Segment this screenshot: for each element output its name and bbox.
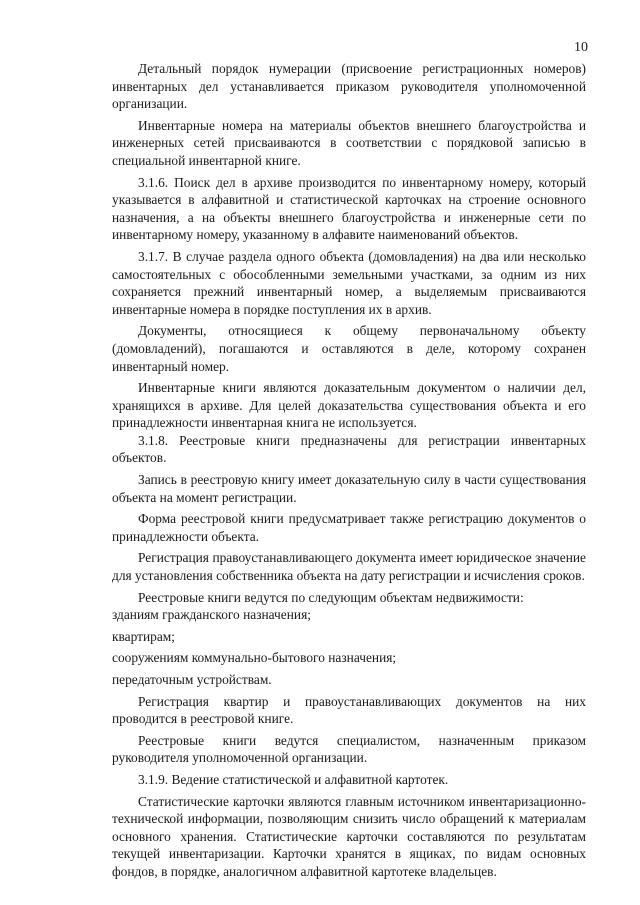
paragraph: Документы, относящиеся к общему первоначальному объекту (домовладений), погашаются и оставляются в деле, которому сохранен инвентарный номер.: [112, 323, 586, 374]
paragraph: Инвентарные книги являются доказательным документом о наличии дел, хранящихся в архиве. Для целей доказательства существования объекта и его принадлежности инвентарная книга не используется.: [112, 380, 586, 431]
page-number: 10: [574, 40, 588, 55]
paragraph: 3.1.6. Поиск дел в архиве производится по инвентарному номеру, который указывается в алфавитной и статистической карточках на строение основного назначения, а на объекты внешнего благоустройства и инженерные сети по инвентарному номеру, указанному в алфавите наименований объектов.: [112, 174, 586, 243]
paragraph: 3.1.8. Реестровые книги предназначены для регистрации инвентарных объектов.: [112, 432, 586, 466]
paragraph: Статистические карточки являются главным источником инвентаризационно-технической информации, позволяющим снизить число обращений к материалам основного хранения. Статистические карточки составляются по результатам текущей инвентаризации. Карточки хранятся в ящиках, по видам основных фондов, в порядке, аналогичном алфавитной картотеке владельцев.: [112, 793, 586, 879]
paragraph: 3.1.9. Ведение статистической и алфавитной картотек.: [138, 771, 449, 787]
paragraph: Запись в реестровую книгу имеет доказательную силу в части существования объекта на момент регистрации.: [112, 472, 586, 505]
paragraph: 3.1.7. В случае раздела одного объекта (домовладения) на два или несколько самостоятельных с обособленными земельными участками, за одним из них сохраняется прежний инвентарный номер, а выделяемым присваиваются инвентарные номера в порядке поступления их в архив.: [112, 248, 586, 317]
document-body: [112, 60, 586, 881]
paragraph: Инвентарные номера на материалы объектов внешнего благоустройства и инженерных сетей присваиваются в соответствии с порядковой записью в специальной инвентарной книге.: [112, 117, 586, 168]
paragraph: Реестровые книги ведутся специалистом, назначенным приказом руководителя уполномоченной организации.: [112, 732, 586, 766]
paragraph: Регистрация правоустанавливающего документа имеет юридическое значение для установления собственника объекта на дату регистрации и исчисления сроков.: [112, 550, 586, 584]
list-item: зданиям гражданского назначения;: [112, 607, 311, 623]
list-item: передаточным устройствам.: [112, 672, 272, 687]
list-item: квартирам;: [112, 628, 175, 644]
paragraph: Форма реестровой книги предусматривает также регистрацию документов о принадлежности объекта.: [112, 511, 586, 544]
paragraph: Реестровые книги ведутся по следующим объектам недвижимости:: [138, 589, 524, 605]
paragraph: Детальный порядок нумерации (присвоение регистрационных номеров) инвентарных дел устанавливается приказом руководителя уполномоченной организации.: [112, 61, 586, 112]
paragraph: Регистрация квартир и правоустанавливающих документов на них проводится в реестровой книге.: [112, 693, 586, 727]
list-item: сооружениям коммунально-бытового назначения;: [112, 650, 397, 666]
